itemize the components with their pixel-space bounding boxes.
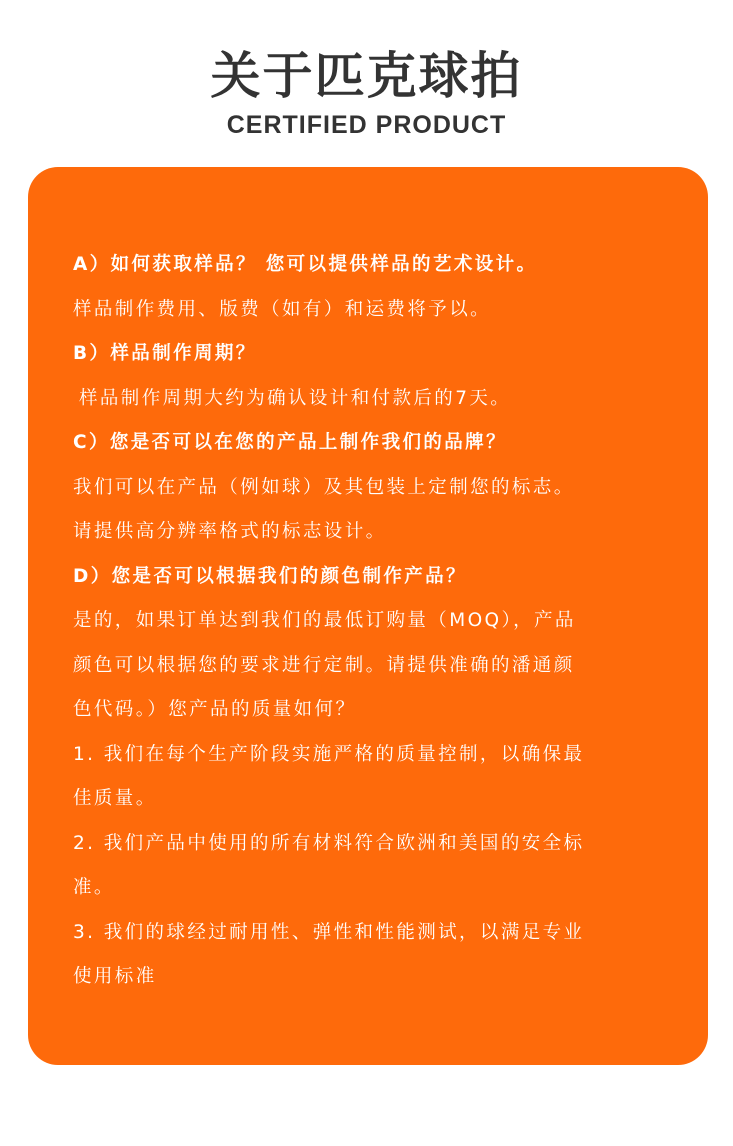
answer-b: 样品制作周期大约为确认设计和付款后的7天。: [79, 387, 512, 409]
question-c: C）您是否可以在您的产品上制作我们的品牌？: [73, 432, 507, 453]
answer-d-line-2: 颜色可以根据您的要求进行定制。请提供准确的潘通颜: [73, 654, 575, 676]
answer-a: 样品制作费用、版费（如有）和运费将予以。: [73, 298, 492, 320]
answer-d-line-3: 色代码。）您产品的质量如何？: [73, 699, 357, 720]
quality-point-1: 1. 我们在每个生产阶段实施严格的质量控制，以确保最: [73, 743, 585, 765]
quality-point-1-cont: 佳质量。: [73, 788, 157, 809]
quality-point-3: 3. 我们的球经过耐用性、弹性和性能测试，以满足专业: [73, 921, 585, 943]
answer-c-line-1: 我们可以在产品（例如球）及其包装上定制您的标志。: [73, 476, 575, 498]
question-d: D）您是否可以根据我们的颜色制作产品？: [73, 565, 467, 587]
page-subtitle: CERTIFIED PRODUCT: [226, 111, 507, 139]
answer-c-line-2: 请提供高分辨率格式的标志设计。: [73, 521, 387, 542]
question-b: B）样品制作周期？: [73, 343, 257, 364]
answer-d-line-1: 是的，如果订单达到我们的最低订购量（MOQ），产品: [73, 610, 576, 631]
faq-content: [73, 243, 673, 1000]
quality-point-2-cont: 准。: [73, 877, 115, 898]
page-title: 关于匹克球拍: [210, 47, 523, 105]
quality-point-2: 2. 我们产品中使用的所有材料符合欧洲和美国的安全标: [73, 832, 585, 854]
faq-card: [28, 167, 708, 1065]
question-a: A）如何获取样品？ 您可以提供样品的艺术设计。: [73, 254, 538, 275]
quality-point-3-cont: 使用标准: [73, 966, 157, 987]
